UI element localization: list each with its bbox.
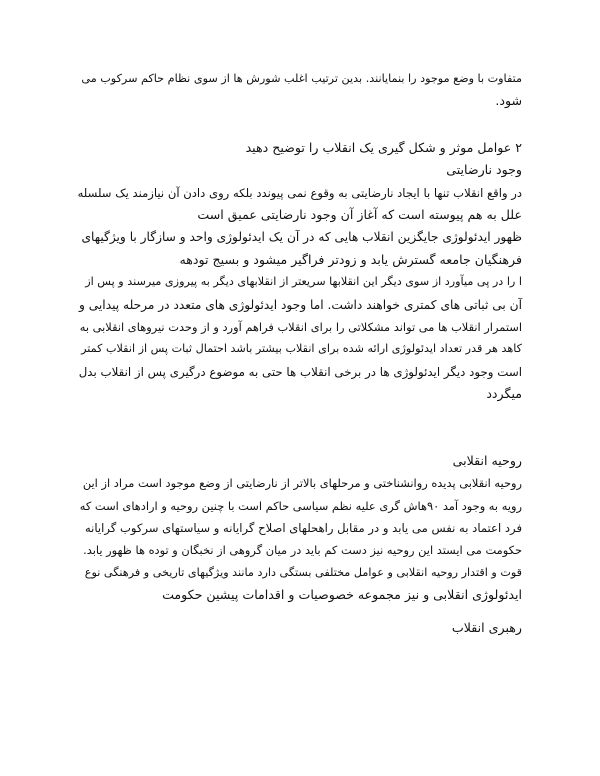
text-line: فرهنگیان جامعه گسترش یابد و زودتر فراگیر میشود و بسیج تودهه (179, 251, 522, 267)
section-factors (78, 137, 522, 406)
text-line: ظهور ایدئولوژی جایگزین انقلاب هایی که در آن یک ایدئولوژی واحد و سازگار با ویژگیهای (81, 230, 522, 245)
question-heading: ۲ عوامل موثر و شکل گیری یک انقلاب را توضیح دهید (245, 139, 522, 155)
text-line: آن بی ثباتی های کمتری خواهند داشت. اما وجود ایدئولوژی های متعدد در مرحله پیدایی و (79, 297, 522, 312)
text-line: است وجود دیگر ایدئولوژی ها در برخی انقلاب ها حتی به موضوع درگیری پس از انقلاب بدل (78, 364, 522, 379)
text-line: فرد اعتماد به نفس می یابد و در مقابل راهحلهای اصلاح گرایانه و سیاستهای سرکوب گرایانه (84, 520, 522, 535)
text-line: متفاوت با وضع موجود را بنمایانند. بدین ترتیب اغلب شورش ها از سوی نظام حاکم سرکوب می (81, 72, 522, 85)
section-leadership (78, 617, 522, 639)
text-line: میگردد (486, 386, 522, 402)
intro-paragraph (78, 68, 522, 113)
text-line: قوت و اقتدار روحیه انقلابی و عوامل مختلفی بستگی دارد مانند ویژگیهای تاریخی و فرهنگی نوع (84, 565, 522, 579)
text-line: در واقع انقلاب تنها با ایجاد نارضایتی به وقوع نمی پیوندد بلکه روی دادن آن نیازمند یک سلسله (77, 185, 522, 200)
section-heading: روحیه انقلابی (452, 452, 522, 468)
text-line: رویه به وجود آمد ۹۰هاش گری علیه نظم سیاسی حاکم است با چنین روحیه و ارادهای است که (79, 498, 522, 513)
subheading-dissatisfaction: وجود نارضایتی (446, 162, 522, 178)
text-line: کاهد هر قدر تعداد ایدئولوژی ارائه شده برای انقلاب بیشتر باشد احتمال ثبات پس از انقلاب کمتر (81, 342, 522, 356)
text-line: ایدئولوژی انقلابی و نیز مجموعه خصوصیات و اقدامات پیشین حکومت (162, 587, 522, 603)
text-line: علل به هم پیوسته است که آغاز آن وجود نارضایتی عمیق است (197, 207, 522, 223)
text-line: استمرار انقلاب ها می تواند مشکلاتی را برای انقلاب فراهم آورد و از وحدت نیروهای انقلابی به (79, 320, 522, 335)
text-line: حکومت می ایستد این روحیه نیز دست کم باید در میان گروهی از نخبگان و توده ها ظهور یابد. (83, 543, 522, 558)
text-line: شود. (495, 93, 522, 109)
section-revolutionary-spirit (78, 450, 522, 607)
section-heading: رهبری انقلاب (451, 619, 522, 635)
text-line: روحیه انقلابی پدیده روانشناختی و مرحلهای بالاتر از نارضایتی از وضع موجود است مراد از این (82, 476, 522, 491)
text-line: ا را در پی میآورد از سوی دیگر این انقلابها سریعتر از انقلابهای دیگر به پیروزی میرسند و پس از (85, 275, 522, 289)
